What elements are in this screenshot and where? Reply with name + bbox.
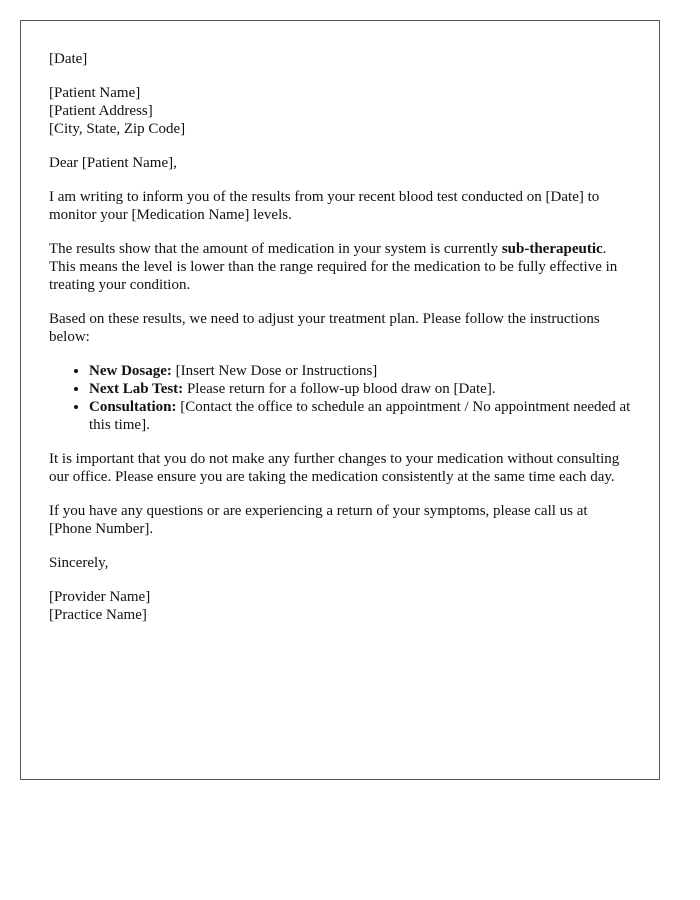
instruction-item-consultation bbox=[89, 398, 631, 434]
closing: Sincerely, bbox=[49, 555, 109, 571]
instruction-text: [Insert New Dose or Instructions] bbox=[171, 363, 378, 379]
signature-block bbox=[49, 588, 631, 624]
recipient-name: [Patient Name] bbox=[49, 85, 141, 101]
results-text-before: The results show that the amount of medication in your system is currently bbox=[49, 241, 502, 257]
paragraph-results-explanation bbox=[49, 240, 631, 294]
paragraph-medication-consistency: It is important that you do not make any further changes to your medication without consulting our office. Please ensure you are taking the medication consistently at the same time each day. bbox=[49, 451, 620, 485]
instructions-list bbox=[49, 362, 631, 434]
letter-page bbox=[20, 20, 660, 780]
recipient-city-state-zip: [City, State, Zip Code] bbox=[49, 121, 186, 137]
instruction-label: Next Lab Test: bbox=[89, 381, 184, 397]
results-bold-term: sub-therapeutic bbox=[501, 241, 603, 257]
instruction-label: New Dosage: bbox=[89, 363, 172, 379]
instruction-item-next-lab-test bbox=[89, 380, 631, 398]
results-text-after: . This means the level is lower than the range required for the medication to be fully effective in treating your condition. bbox=[49, 241, 618, 293]
paragraph-test-results-intro: I am writing to inform you of the results from your recent blood test conducted on [Date] to monitor your [Medication Name] levels. bbox=[49, 189, 600, 223]
practice-name: [Practice Name] bbox=[49, 607, 147, 623]
instruction-text: [Contact the office to schedule an appointment / No appointment needed at this time]. bbox=[89, 399, 631, 433]
salutation: Dear [Patient Name], bbox=[49, 155, 177, 171]
paragraph-contact-info: If you have any questions or are experiencing a return of your symptoms, please call us at [Phone Number]. bbox=[49, 503, 588, 537]
recipient-address-block bbox=[49, 84, 631, 138]
provider-name: [Provider Name] bbox=[49, 589, 151, 605]
instruction-item-new-dosage bbox=[89, 362, 631, 380]
recipient-address: [Patient Address] bbox=[49, 103, 153, 119]
instruction-label: Consultation: bbox=[89, 399, 177, 415]
letter-date: [Date] bbox=[49, 51, 88, 67]
paragraph-instructions-intro: Based on these results, we need to adjust your treatment plan. Please follow the instructions below: bbox=[49, 311, 600, 345]
instruction-text: Please return for a follow-up blood draw on [Date]. bbox=[183, 381, 496, 397]
